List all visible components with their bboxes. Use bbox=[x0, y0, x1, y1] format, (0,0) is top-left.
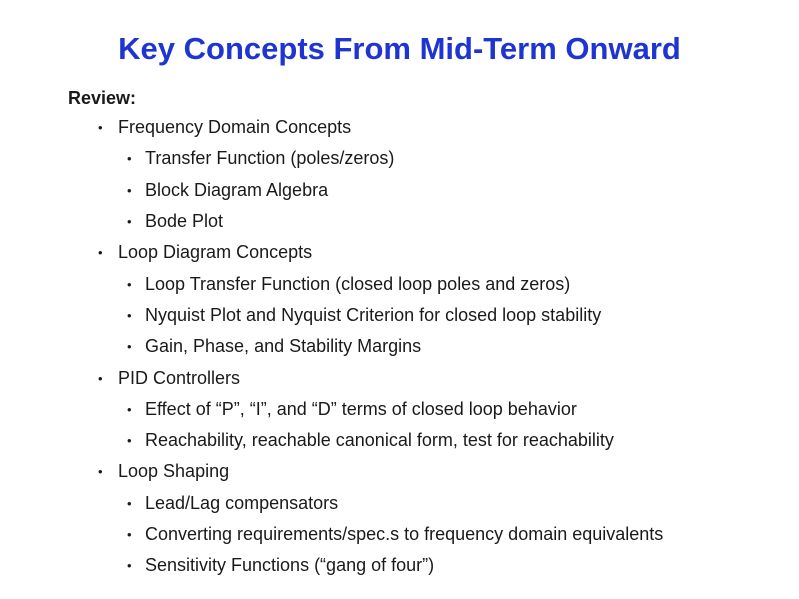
outline-item-frequency-domain-concepts bbox=[0, 112, 799, 143]
bullet-marker: • bbox=[127, 276, 132, 292]
outline-list bbox=[0, 112, 799, 581]
outline-subitem-label: Bode Plot bbox=[145, 211, 224, 232]
outline-subitem-label: Transfer Function (poles/zeros) bbox=[145, 148, 395, 169]
outline-subitem-sensitivity-functions bbox=[0, 550, 799, 581]
outline-subitem-lead-lag bbox=[0, 488, 799, 519]
bullet-marker: • bbox=[98, 120, 103, 136]
outline-subitem-label: Block Diagram Algebra bbox=[145, 179, 329, 200]
outline-subitem-label: Lead/Lag compensators bbox=[145, 492, 339, 513]
outline-subitem-label: Effect of “P”, “I”, and “D” terms of closed loop behavior bbox=[145, 398, 577, 419]
review-heading: Review: bbox=[68, 88, 137, 108]
bullet-marker: • bbox=[127, 339, 132, 355]
outline-item-pid-controllers bbox=[0, 362, 799, 393]
bullet-marker: • bbox=[127, 182, 132, 198]
bullet-marker: • bbox=[98, 370, 103, 386]
bullet-marker: • bbox=[127, 151, 132, 167]
outline-subitem-label: Sensitivity Functions (“gang of four”) bbox=[145, 555, 435, 576]
bullet-marker: • bbox=[127, 527, 132, 542]
bullet-marker: • bbox=[127, 401, 132, 417]
outline-subitem-pid-terms bbox=[0, 394, 799, 425]
outline-item-loop-diagram-concepts bbox=[0, 237, 799, 268]
outline-subitem-label: Nyquist Plot and Nyquist Criterion for closed loop stability bbox=[145, 304, 602, 325]
outline-subitem-transfer-function bbox=[0, 143, 799, 174]
slide-title: Key Concepts From Mid-Term Onward bbox=[118, 31, 681, 66]
bullet-marker: • bbox=[98, 464, 103, 480]
bullet-marker: • bbox=[127, 558, 132, 574]
outline-subitem-reachability bbox=[0, 425, 799, 456]
outline-subitem-label: Loop Transfer Function (closed loop poles and zeros) bbox=[145, 273, 571, 294]
outline-subitem-label: Reachability, reachable canonical form, test for reachability bbox=[145, 430, 614, 451]
outline-subitem-label: Gain, Phase, and Stability Margins bbox=[145, 336, 422, 357]
outline-subitem-block-diagram-algebra bbox=[0, 175, 799, 206]
outline-subitem-converting-requirements bbox=[0, 519, 799, 550]
outline-item-loop-shaping bbox=[0, 456, 799, 487]
outline-item-label: Loop Diagram Concepts bbox=[118, 242, 313, 263]
outline-item-label: Frequency Domain Concepts bbox=[118, 117, 352, 138]
outline-subitem-margins bbox=[0, 331, 799, 362]
outline-subitem-loop-transfer-function bbox=[0, 268, 799, 299]
bullet-marker: • bbox=[127, 433, 132, 449]
outline-item-label: Loop Shaping bbox=[118, 461, 230, 482]
outline-item-label: PID Controllers bbox=[118, 367, 241, 388]
bullet-marker: • bbox=[127, 495, 132, 511]
bullet-marker: • bbox=[98, 245, 103, 261]
outline-subitem-nyquist bbox=[0, 300, 799, 331]
bullet-marker: • bbox=[127, 214, 132, 230]
outline-subitem-label: Converting requirements/spec.s to frequency domain equivalents bbox=[145, 524, 664, 544]
bullet-marker: • bbox=[127, 307, 132, 323]
outline-subitem-bode-plot bbox=[0, 206, 799, 237]
